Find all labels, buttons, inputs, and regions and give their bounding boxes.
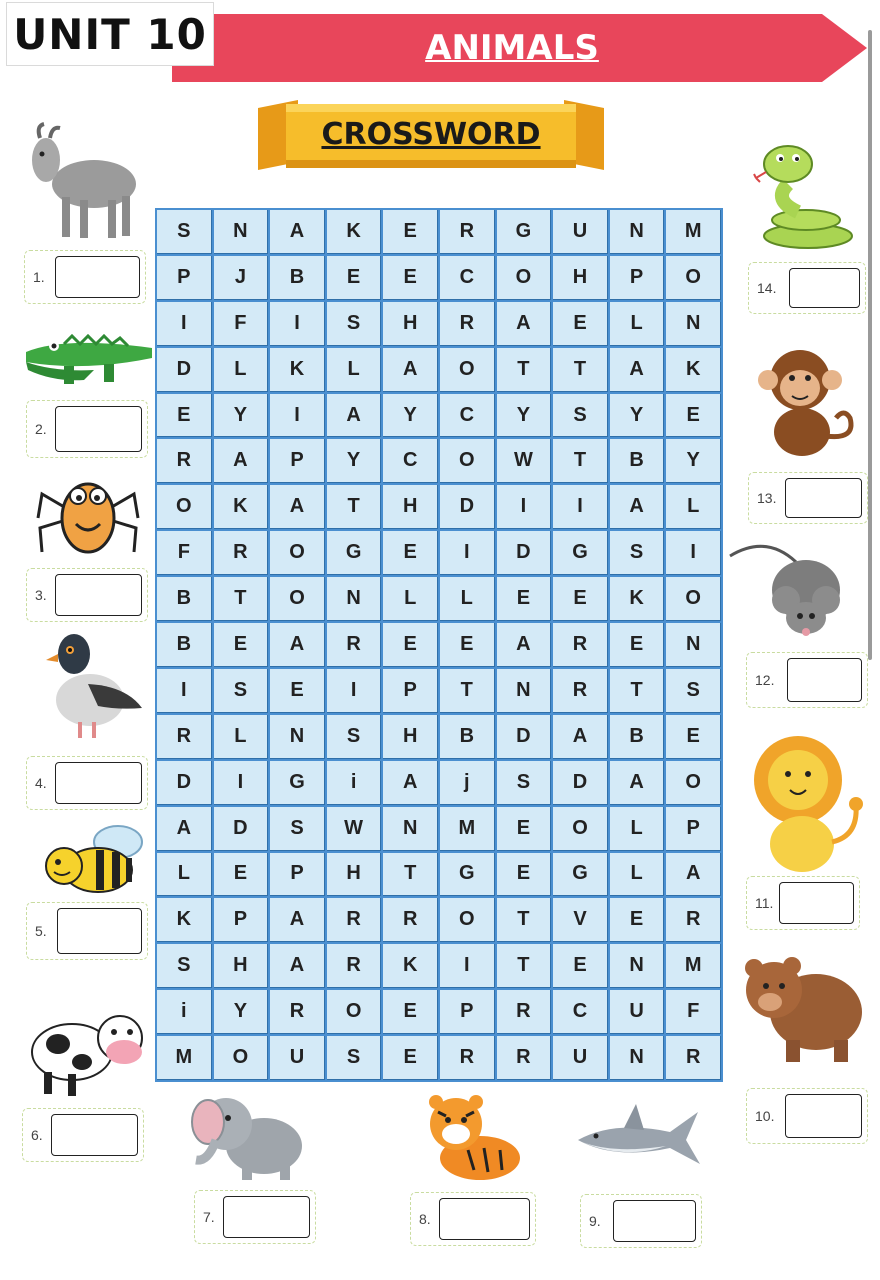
grid-cell[interactable]: Y xyxy=(610,394,665,438)
grid-cell[interactable]: D xyxy=(214,807,269,851)
answer-box-1 xyxy=(24,250,146,304)
grid-cell[interactable]: I xyxy=(214,761,269,805)
grid-cell[interactable]: G xyxy=(553,853,608,897)
word-search-grid xyxy=(155,208,723,1082)
grid-cell[interactable]: L xyxy=(440,577,495,621)
grid-cell[interactable]: B xyxy=(610,439,665,483)
grid-cell[interactable]: D xyxy=(157,348,212,392)
grid-cell[interactable]: S xyxy=(610,531,665,575)
topic-title: ANIMALS xyxy=(425,28,599,68)
grid-cell[interactable]: H xyxy=(327,853,382,897)
grid-cell[interactable]: C xyxy=(553,990,608,1034)
grid-cell[interactable]: N xyxy=(610,1036,665,1080)
grid-cell[interactable]: G xyxy=(327,531,382,575)
grid-cell[interactable]: S xyxy=(327,715,382,759)
grid-cell[interactable]: B xyxy=(440,715,495,759)
grid-cell[interactable]: U xyxy=(553,1036,608,1080)
answer-box-11 xyxy=(746,876,860,930)
grid-cell[interactable]: L xyxy=(610,302,665,346)
answer-number: 10. xyxy=(755,1108,775,1124)
grid-cell[interactable]: D xyxy=(157,761,212,805)
grid-cell[interactable]: I xyxy=(270,394,325,438)
grid-cell[interactable]: P xyxy=(157,256,212,300)
grid-cell[interactable]: U xyxy=(553,210,608,254)
grid-cell[interactable]: J xyxy=(214,256,269,300)
grid-cell[interactable]: K xyxy=(157,898,212,942)
answer-number: 5. xyxy=(35,923,47,939)
grid-cell[interactable]: R xyxy=(497,1036,552,1080)
grid-cell[interactable]: T xyxy=(214,577,269,621)
answer-box-3 xyxy=(26,568,148,622)
grid-cell[interactable]: S xyxy=(214,669,269,713)
answer-box-10 xyxy=(746,1088,868,1144)
grid-cell[interactable]: O xyxy=(270,577,325,621)
grid-cell[interactable]: E xyxy=(214,623,269,667)
grid-cell[interactable]: C xyxy=(440,394,495,438)
grid-cell[interactable]: A xyxy=(327,394,382,438)
grid-cell[interactable]: N xyxy=(610,944,665,988)
answer-box-6 xyxy=(22,1108,144,1162)
answer-number: 6. xyxy=(31,1127,43,1143)
grid-cell[interactable]: O xyxy=(214,1036,269,1080)
grid-cell[interactable]: L xyxy=(214,348,269,392)
grid-cell[interactable]: F xyxy=(157,531,212,575)
grid-cell[interactable]: Y xyxy=(214,394,269,438)
answer-box-9 xyxy=(580,1194,702,1248)
spider-icon xyxy=(36,468,140,560)
grid-cell[interactable]: O xyxy=(440,898,495,942)
tiger-icon xyxy=(418,1090,530,1186)
grid-cell[interactable]: E xyxy=(553,577,608,621)
grid-cell[interactable]: E xyxy=(214,853,269,897)
grid-cell[interactable]: G xyxy=(553,531,608,575)
grid-cell[interactable]: E xyxy=(497,853,552,897)
grid-cell[interactable]: T xyxy=(553,439,608,483)
monkey-icon xyxy=(756,340,858,458)
grid-cell[interactable]: R xyxy=(157,439,212,483)
lion-icon xyxy=(750,726,868,874)
answer-number: 7. xyxy=(203,1209,215,1225)
grid-cell[interactable]: I xyxy=(327,669,382,713)
answer-field-7[interactable] xyxy=(223,1196,310,1238)
grid-cell[interactable]: T xyxy=(497,348,552,392)
grid-cell[interactable]: L xyxy=(666,485,721,529)
grid-cell[interactable]: S xyxy=(327,302,382,346)
answer-field-2[interactable] xyxy=(55,406,142,452)
grid-cell[interactable]: j xyxy=(440,761,495,805)
grid-cell[interactable]: K xyxy=(383,944,438,988)
grid-cell[interactable]: V xyxy=(553,898,608,942)
grid-cell[interactable]: B xyxy=(270,256,325,300)
grid-cell[interactable]: D xyxy=(497,531,552,575)
grid-cell[interactable]: N xyxy=(610,210,665,254)
cow-icon xyxy=(24,998,148,1098)
grid-cell[interactable]: A xyxy=(270,210,325,254)
grid-cell[interactable]: L xyxy=(610,807,665,851)
grid-cell[interactable]: O xyxy=(327,990,382,1034)
grid-cell[interactable]: S xyxy=(157,210,212,254)
answer-field-14[interactable] xyxy=(789,268,860,308)
grid-cell[interactable]: E xyxy=(497,577,552,621)
answer-number: 4. xyxy=(35,775,47,791)
grid-cell[interactable]: K xyxy=(610,577,665,621)
grid-cell[interactable]: A xyxy=(270,485,325,529)
grid-cell[interactable]: B xyxy=(157,577,212,621)
answer-box-5 xyxy=(26,902,148,960)
bee-icon xyxy=(38,820,146,896)
grid-cell[interactable]: N xyxy=(666,623,721,667)
grid-cell[interactable]: O xyxy=(440,439,495,483)
grid-cell[interactable]: I xyxy=(440,944,495,988)
grid-cell[interactable]: N xyxy=(497,669,552,713)
mouse-icon xyxy=(726,532,848,646)
grid-cell[interactable]: A xyxy=(383,348,438,392)
answer-box-7 xyxy=(194,1190,316,1244)
grid-cell[interactable]: R xyxy=(553,623,608,667)
grid-cell[interactable]: A xyxy=(157,807,212,851)
grid-cell[interactable]: A xyxy=(497,623,552,667)
grid-cell[interactable]: C xyxy=(440,256,495,300)
grid-cell[interactable]: O xyxy=(666,761,721,805)
grid-cell[interactable]: R xyxy=(270,990,325,1034)
answer-number: 1. xyxy=(33,269,45,285)
answer-field-11[interactable] xyxy=(779,882,854,924)
grid-cell[interactable]: L xyxy=(610,853,665,897)
grid-cell[interactable]: R xyxy=(497,990,552,1034)
grid-cell[interactable]: R xyxy=(327,944,382,988)
grid-cell[interactable]: A xyxy=(270,623,325,667)
answer-box-2 xyxy=(26,400,148,458)
answer-number: 11. xyxy=(755,895,774,911)
grid-cell[interactable]: Y xyxy=(214,990,269,1034)
answer-box-8 xyxy=(410,1192,536,1246)
topic-banner xyxy=(172,14,872,82)
grid-cell[interactable]: H xyxy=(553,256,608,300)
grid-cell[interactable]: I xyxy=(440,531,495,575)
grid-cell[interactable]: P xyxy=(440,990,495,1034)
grid-cell[interactable]: O xyxy=(497,256,552,300)
grid-cell[interactable]: N xyxy=(383,807,438,851)
grid-cell[interactable]: A xyxy=(214,439,269,483)
grid-cell[interactable]: U xyxy=(610,990,665,1034)
grid-cell[interactable]: H xyxy=(383,485,438,529)
grid-cell[interactable]: Y xyxy=(383,394,438,438)
answer-number: 8. xyxy=(419,1211,431,1227)
answer-field-13[interactable] xyxy=(785,478,862,518)
grid-cell[interactable]: R xyxy=(157,715,212,759)
grid-cell[interactable]: R xyxy=(440,1036,495,1080)
answer-field-10[interactable] xyxy=(785,1094,862,1138)
answer-box-14 xyxy=(748,262,866,314)
grid-cell[interactable]: P xyxy=(666,807,721,851)
grid-cell[interactable]: G xyxy=(440,853,495,897)
grid-cell[interactable]: E xyxy=(270,669,325,713)
pigeon-icon xyxy=(38,628,146,744)
grid-cell[interactable]: T xyxy=(327,485,382,529)
bear-icon xyxy=(738,946,866,1066)
grid-cell[interactable]: E xyxy=(553,302,608,346)
grid-cell[interactable]: R xyxy=(327,898,382,942)
grid-cell[interactable]: A xyxy=(383,761,438,805)
grid-cell[interactable]: A xyxy=(270,898,325,942)
grid-cell[interactable]: C xyxy=(383,439,438,483)
answer-number: 9. xyxy=(589,1213,601,1229)
grid-cell[interactable]: A xyxy=(666,853,721,897)
grid-cell[interactable]: T xyxy=(553,348,608,392)
grid-cell[interactable]: B xyxy=(610,715,665,759)
grid-cell[interactable]: Y xyxy=(497,394,552,438)
grid-cell[interactable]: I xyxy=(497,485,552,529)
grid-cell[interactable]: H xyxy=(383,302,438,346)
grid-cell[interactable]: S xyxy=(327,1036,382,1080)
answer-box-13 xyxy=(748,472,868,524)
grid-cell[interactable]: K xyxy=(327,210,382,254)
grid-cell[interactable]: M xyxy=(666,944,721,988)
grid-cell[interactable]: I xyxy=(666,531,721,575)
grid-cell[interactable]: Y xyxy=(327,439,382,483)
grid-cell[interactable]: P xyxy=(383,669,438,713)
crossword-ribbon xyxy=(258,100,604,178)
grid-cell[interactable]: E xyxy=(383,1036,438,1080)
grid-cell[interactable]: S xyxy=(497,761,552,805)
grid-cell[interactable]: I xyxy=(553,485,608,529)
grid-cell[interactable]: E xyxy=(383,990,438,1034)
grid-cell[interactable]: A xyxy=(270,944,325,988)
grid-cell[interactable]: D xyxy=(553,761,608,805)
grid-cell[interactable]: E xyxy=(383,623,438,667)
grid-cell[interactable]: N xyxy=(327,577,382,621)
goat-icon xyxy=(22,122,140,244)
grid-cell[interactable]: T xyxy=(497,944,552,988)
grid-cell[interactable]: S xyxy=(666,669,721,713)
grid-cell[interactable]: E xyxy=(666,394,721,438)
shark-icon xyxy=(574,1102,704,1174)
scrollbar[interactable] xyxy=(868,30,872,660)
grid-cell[interactable]: i xyxy=(327,761,382,805)
grid-cell[interactable]: P xyxy=(270,439,325,483)
grid-cell[interactable]: R xyxy=(214,531,269,575)
grid-cell[interactable]: P xyxy=(214,898,269,942)
grid-cell[interactable]: G xyxy=(497,210,552,254)
answer-number: 14. xyxy=(757,280,777,296)
grid-cell[interactable]: N xyxy=(270,715,325,759)
grid-cell[interactable]: R xyxy=(383,898,438,942)
grid-cell[interactable]: W xyxy=(497,439,552,483)
grid-cell[interactable]: I xyxy=(157,669,212,713)
grid-cell[interactable]: E xyxy=(497,807,552,851)
answer-number: 2. xyxy=(35,421,47,437)
answer-field-8[interactable] xyxy=(439,1198,530,1240)
crossword-title: CROSSWORD xyxy=(321,117,541,152)
grid-cell[interactable]: R xyxy=(666,1036,721,1080)
grid-cell[interactable]: W xyxy=(327,807,382,851)
grid-cell[interactable]: M xyxy=(440,807,495,851)
grid-cell[interactable]: L xyxy=(157,853,212,897)
grid-cell[interactable]: T xyxy=(440,669,495,713)
grid-cell[interactable]: O xyxy=(270,531,325,575)
grid-cell[interactable]: L xyxy=(383,577,438,621)
answer-field-5[interactable] xyxy=(57,908,142,954)
grid-cell[interactable]: E xyxy=(327,256,382,300)
grid-cell[interactable]: E xyxy=(553,944,608,988)
snake-icon xyxy=(752,140,858,252)
answer-number: 13. xyxy=(757,490,777,506)
grid-cell[interactable]: E xyxy=(666,715,721,759)
grid-cell[interactable]: S xyxy=(553,394,608,438)
grid-cell[interactable]: P xyxy=(270,853,325,897)
grid-cell[interactable]: D xyxy=(440,485,495,529)
answer-number: 3. xyxy=(35,587,47,603)
grid-cell[interactable]: E xyxy=(383,256,438,300)
grid-cell[interactable]: R xyxy=(666,898,721,942)
grid-cell[interactable]: O xyxy=(553,807,608,851)
grid-cell[interactable]: M xyxy=(157,1036,212,1080)
grid-cell[interactable]: A xyxy=(497,302,552,346)
answer-field-9[interactable] xyxy=(613,1200,696,1242)
grid-cell[interactable]: A xyxy=(610,348,665,392)
grid-cell[interactable]: R xyxy=(327,623,382,667)
answer-box-4 xyxy=(26,756,148,810)
grid-cell[interactable]: I xyxy=(157,302,212,346)
grid-cell[interactable]: F xyxy=(214,302,269,346)
answer-field-6[interactable] xyxy=(51,1114,138,1156)
grid-cell[interactable]: K xyxy=(666,348,721,392)
grid-cell[interactable]: K xyxy=(214,485,269,529)
answer-number: 12. xyxy=(755,672,775,688)
grid-cell[interactable]: M xyxy=(666,210,721,254)
grid-cell[interactable]: K xyxy=(270,348,325,392)
grid-cell[interactable]: E xyxy=(610,623,665,667)
grid-cell[interactable]: O xyxy=(666,577,721,621)
answer-field-1[interactable] xyxy=(55,256,140,298)
grid-cell[interactable]: R xyxy=(553,669,608,713)
grid-cell[interactable]: U xyxy=(270,1036,325,1080)
grid-cell[interactable]: I xyxy=(270,302,325,346)
grid-cell[interactable]: T xyxy=(610,669,665,713)
grid-cell[interactable]: R xyxy=(440,210,495,254)
grid-cell[interactable]: E xyxy=(157,394,212,438)
crocodile-icon xyxy=(24,322,154,390)
grid-cell[interactable]: T xyxy=(497,898,552,942)
grid-cell[interactable]: F xyxy=(666,990,721,1034)
grid-cell[interactable]: A xyxy=(610,485,665,529)
grid-cell[interactable]: O xyxy=(440,348,495,392)
grid-cell[interactable]: D xyxy=(497,715,552,759)
grid-cell[interactable]: L xyxy=(214,715,269,759)
grid-cell[interactable]: H xyxy=(383,715,438,759)
grid-cell[interactable]: A xyxy=(610,761,665,805)
grid-cell[interactable]: H xyxy=(214,944,269,988)
grid-cell[interactable]: L xyxy=(327,348,382,392)
grid-cell[interactable]: B xyxy=(157,623,212,667)
grid-cell[interactable]: O xyxy=(157,485,212,529)
grid-cell[interactable]: E xyxy=(440,623,495,667)
grid-cell[interactable]: Y xyxy=(666,439,721,483)
answer-field-4[interactable] xyxy=(55,762,142,804)
grid-cell[interactable]: N xyxy=(666,302,721,346)
grid-cell[interactable]: A xyxy=(553,715,608,759)
answer-field-12[interactable] xyxy=(787,658,862,702)
grid-cell[interactable]: E xyxy=(383,531,438,575)
answer-box-12 xyxy=(746,652,868,708)
grid-cell[interactable]: O xyxy=(666,256,721,300)
grid-cell[interactable]: E xyxy=(383,210,438,254)
answer-field-3[interactable] xyxy=(55,574,142,616)
grid-cell[interactable]: N xyxy=(214,210,269,254)
unit-label-box xyxy=(6,2,214,66)
grid-cell[interactable]: E xyxy=(610,898,665,942)
elephant-icon xyxy=(186,1088,308,1184)
grid-cell[interactable]: G xyxy=(270,761,325,805)
unit-title: UNIT 10 xyxy=(13,9,207,59)
grid-cell[interactable]: S xyxy=(157,944,212,988)
grid-cell[interactable]: R xyxy=(440,302,495,346)
grid-cell[interactable]: i xyxy=(157,990,212,1034)
grid-cell[interactable]: P xyxy=(610,256,665,300)
grid-cell[interactable]: S xyxy=(270,807,325,851)
grid-cell[interactable]: T xyxy=(383,853,438,897)
